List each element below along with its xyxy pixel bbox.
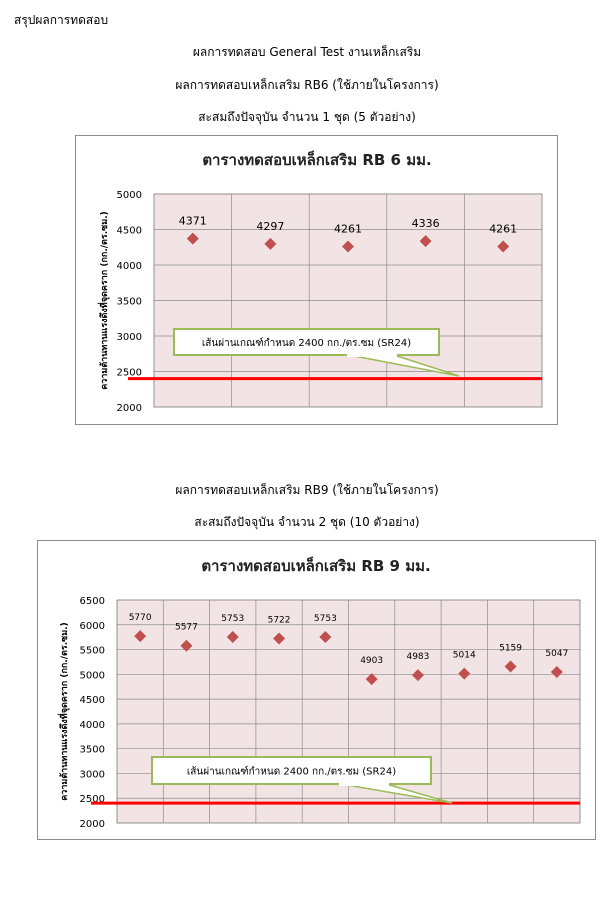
data-label: 5159	[499, 643, 523, 654]
data-label: 4371	[178, 214, 207, 228]
data-label: 5770	[128, 613, 152, 624]
data-label: 5753	[313, 614, 337, 625]
y-tick-label: 4000	[79, 719, 105, 731]
y-tick-label: 3500	[116, 296, 142, 308]
rb9-subtitle: ผลการทดสอบเหล็กเสริม RB9 (ใช้ภายในโครงการ)	[175, 483, 439, 497]
rb6-sample-count: สะสมถึงปัจจุบัน จำนวน 1 ชุด (5 ตัวอย่าง)	[198, 110, 416, 124]
threshold-annotation: เส้นผ่านเกณฑ์กำหนด 2400 กก./ตร.ซม (SR24)	[186, 766, 397, 778]
document-heading: สรุปผลการทดสอบ	[14, 13, 109, 27]
y-tick-label: 4000	[116, 261, 142, 272]
y-axis-label: ความต้านทานแรงดึงที่จุดคราก (กก./ตร.ซม.)	[60, 622, 70, 801]
y-tick-label: 3000	[116, 332, 142, 343]
y-tick-label: 4500	[79, 695, 105, 707]
document-title: ผลการทดสอบ General Test งานเหล็กเสริม	[192, 45, 422, 59]
data-label: 4297	[256, 219, 285, 233]
y-tick-label: 3000	[79, 769, 105, 781]
rb9-chart-svg	[38, 541, 595, 839]
y-tick-label: 2000	[116, 403, 142, 414]
rb6-chart	[75, 135, 558, 425]
data-label: 4903	[360, 656, 384, 667]
y-tick-label: 6000	[79, 620, 105, 632]
rb6-subtitle: ผลการทดสอบเหล็กเสริม RB6 (ใช้ภายในโครงการ)	[175, 78, 439, 92]
data-label: 4261	[489, 222, 518, 236]
chart-title: ตารางทดสอบเหล็กเสริม RB 9 มม.	[201, 557, 431, 575]
y-tick-label: 6500	[79, 596, 105, 607]
y-tick-label: 5000	[116, 190, 142, 201]
y-tick-label: 2000	[79, 819, 105, 830]
y-tick-label: 2500	[116, 367, 142, 379]
callout-joint	[339, 782, 389, 786]
threshold-annotation: เส้นผ่านเกณฑ์กำหนด 2400 กก./ตร.ซม (SR24)	[201, 338, 412, 349]
y-tick-label: 5500	[79, 645, 105, 657]
data-label: 4261	[334, 222, 362, 236]
data-label: 5047	[545, 649, 569, 660]
callout-joint	[347, 353, 397, 357]
rb6-chart-svg	[76, 136, 557, 424]
y-tick-label: 5000	[79, 670, 105, 682]
y-tick-label: 2500	[79, 794, 105, 806]
data-label: 4336	[411, 217, 440, 231]
y-tick-label: 3500	[79, 744, 105, 756]
data-label: 5753	[221, 614, 245, 625]
data-label: 5577	[174, 622, 198, 633]
rb9-sample-count: สะสมถึงปัจจุบัน จำนวน 2 ชุด (10 ตัวอย่าง)	[194, 515, 420, 529]
rb9-chart	[37, 540, 596, 840]
y-axis-label: ความต้านทานแรงดึงที่จุดคราก (กก./ตร.ซม.)	[100, 211, 110, 390]
data-label: 5722	[267, 615, 291, 626]
y-tick-label: 4500	[116, 225, 142, 237]
data-label: 4983	[406, 652, 430, 663]
data-label: 5014	[452, 650, 476, 661]
chart-title: ตารางทดสอบเหล็กเสริม RB 6 มม.	[202, 151, 432, 169]
